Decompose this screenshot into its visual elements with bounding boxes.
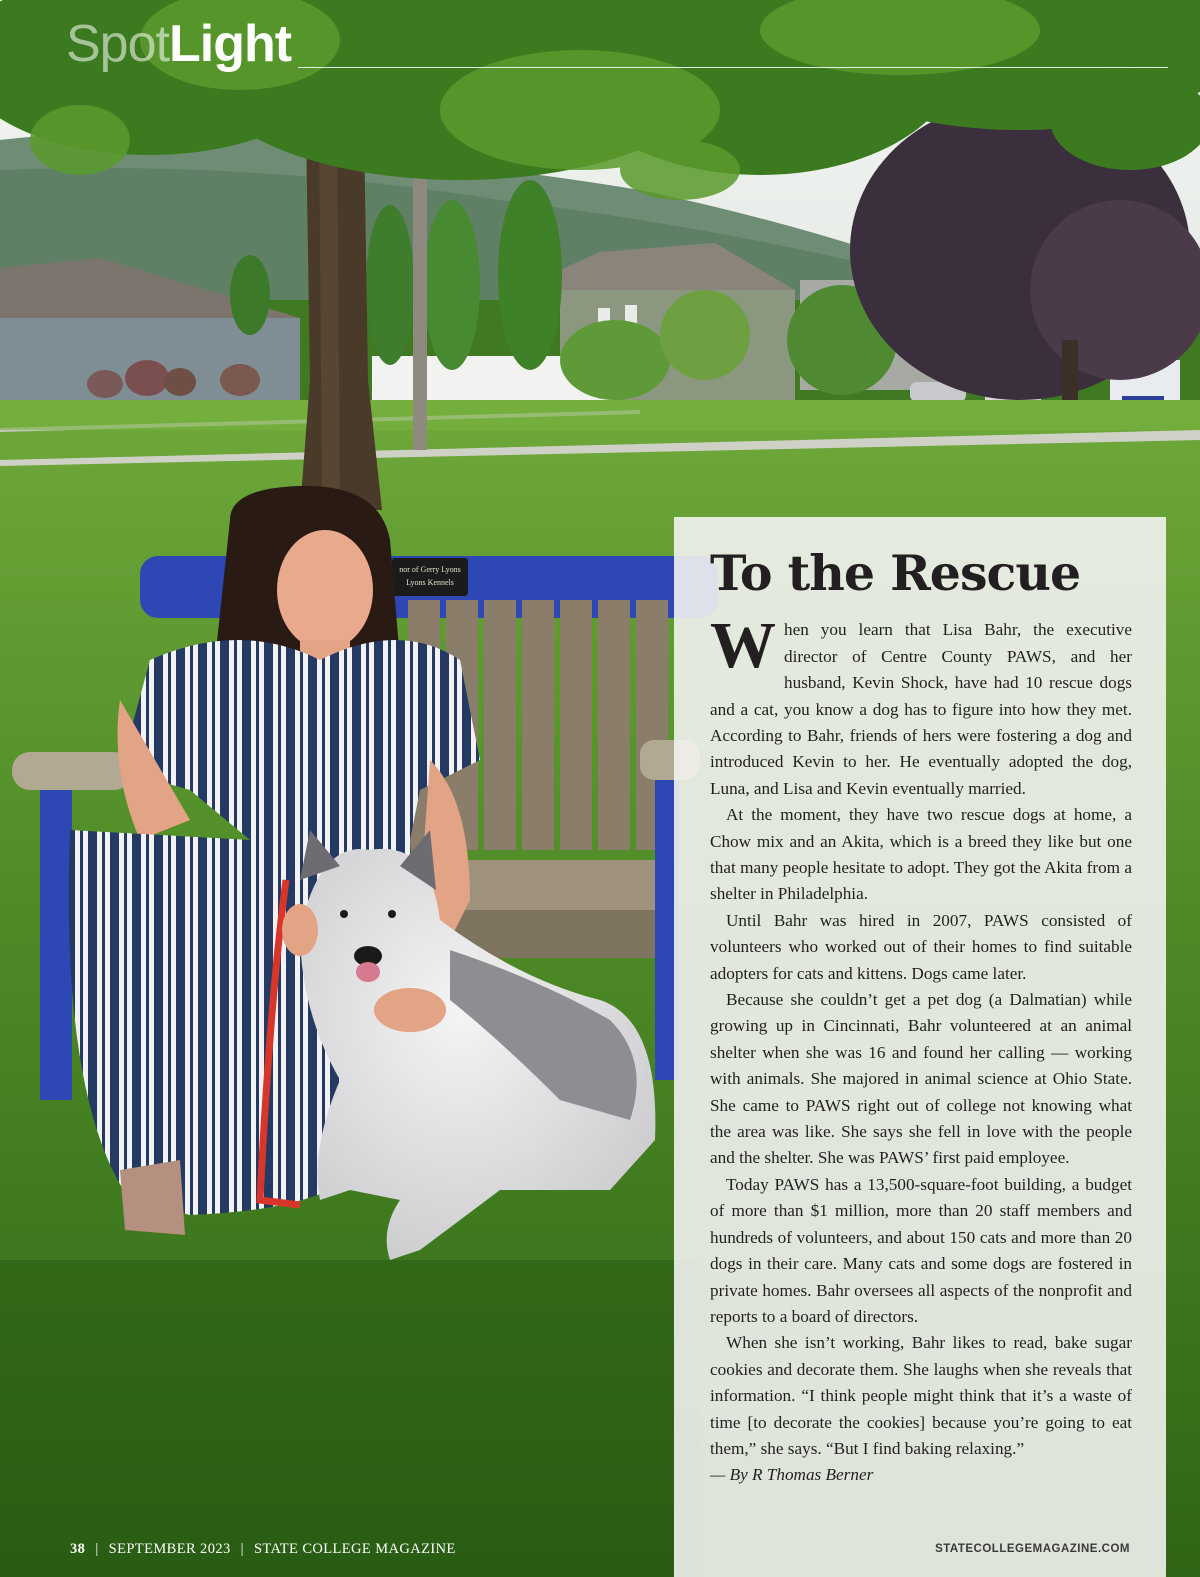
issue-date: SEPTEMBER 2023 bbox=[108, 1541, 231, 1557]
section-label bbox=[66, 15, 292, 73]
article-paragraph-6: When she isn’t working, Bahr likes to read, bake sugar cookies and decorate them. She laughs when she reveals that information. “I think people might think that it’s a waste of time [to decorate the cookies] because you’re going to eat them,” she says. “But I find baking relaxing.” bbox=[710, 1333, 1132, 1458]
bench-plaque-line1: nor of Gerry Lyons bbox=[399, 565, 461, 574]
article-paragraph-1 bbox=[710, 609, 1132, 802]
article-paragraph-3: Until Bahr was hired in 2007, PAWS consisted of volunteers who worked out of their homes to find suitable adopters for cats and kittens. Dogs came later. bbox=[710, 910, 1132, 983]
publication-name: STATE COLLEGE MAGAZINE bbox=[253, 1541, 456, 1557]
bench-plaque-line2: Lyons Kennels bbox=[406, 578, 454, 587]
article-panel bbox=[674, 517, 1166, 1577]
article-paragraph-2: At the moment, they have two rescue dogs at home, a Chow mix and an Akita, which is a breed they like but one that many people hesitate to adopt. They got the Akita from a shelter in Philadelphia. bbox=[710, 805, 1132, 904]
section-label-spot: Spot bbox=[66, 15, 169, 73]
page-number: 38 bbox=[70, 1541, 86, 1557]
article-body bbox=[710, 609, 1132, 1462]
article-byline: — By R Thomas Berner bbox=[710, 1465, 874, 1485]
section-label-light: Light bbox=[168, 15, 292, 73]
article-paragraph-4: Because she couldn’t get a pet dog (a Dalmatian) while growing up in Cincinnati, Bahr volunteered at an animal shelter when she was 16 and found her calling — working with animals. She majored in animal science at Ohio State. She came to PAWS right out of college not knowing what the area was like. She says she fell in love with the people and the shelter. She was PAWS’ first paid employee. bbox=[710, 990, 1132, 1168]
article-headline: To the Rescue bbox=[710, 544, 1081, 602]
paragraph-text: hen you learn that Lisa Bahr, the executive director of Centre County PAWS, and her husband, Kevin Shock, have had 10 rescue dogs and a cat, you know a dog has to figure into how they met. According to Bahr, friends of hers were fostering a dog and introduced Kevin to her. He eventually adopted the dog, Luna, and Lisa and Kevin eventually married. bbox=[710, 620, 1132, 798]
drop-cap: W bbox=[710, 609, 776, 683]
section-rule bbox=[298, 67, 1168, 68]
article-paragraph-5: Today PAWS has a 13,500-square-foot building, a budget of more than $1 million, more than 20 staff members and hundreds of volunteers, and about 150 cats and more than 20 dogs in their care. Many cats and some dogs are fostered in private homes. Bahr oversees all aspects of the nonprofit and reports to a board of directors. bbox=[710, 1174, 1132, 1326]
page-footer: 38 | SEPTEMBER 2023 | STATE COLLEGE MAGAZINE bbox=[70, 1541, 456, 1557]
website-url: STATECOLLEGEMAGAZINE.COM bbox=[935, 1543, 1130, 1555]
